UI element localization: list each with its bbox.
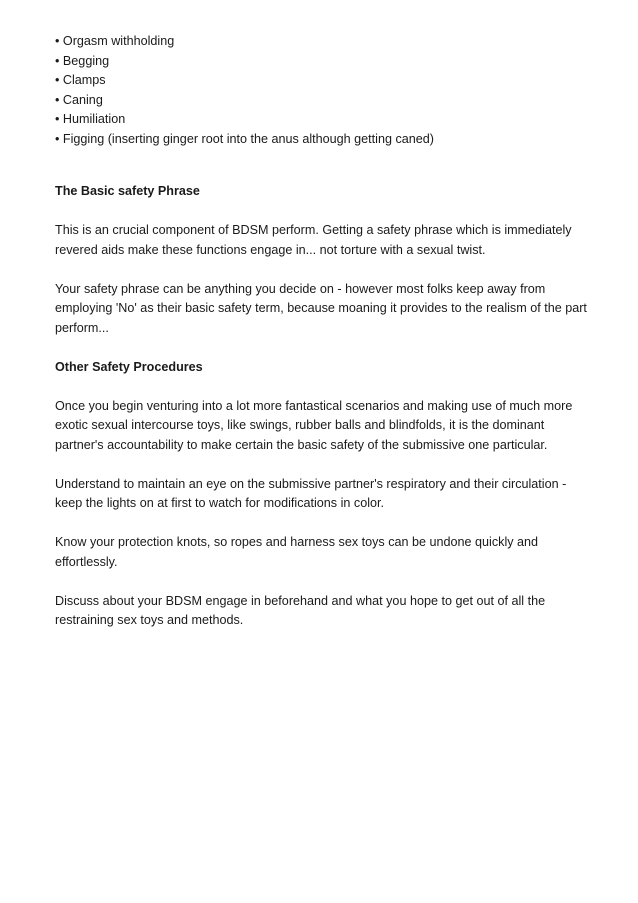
list-item: • Orgasm withholding bbox=[55, 34, 175, 48]
paragraph: Understand to maintain an eye on the submissive partner's respiratory and their circulation - keep the lights on at first to watch for modifications in color. bbox=[55, 476, 567, 510]
spacer bbox=[55, 260, 595, 280]
list-item: • Caning bbox=[55, 92, 103, 107]
list-item: • Begging bbox=[55, 53, 110, 68]
list-item: • Figging (inserting ginger root into the anus although getting caned) bbox=[55, 131, 434, 146]
paragraph: Know your protection knots, so ropes and harness sex toys can be undone quickly and effortlessly. bbox=[55, 535, 539, 569]
document-page bbox=[55, 32, 595, 631]
section-heading-safety-phrase: The Basic safety Phrase bbox=[55, 184, 200, 198]
spacer bbox=[55, 572, 595, 592]
bullet-list bbox=[55, 32, 595, 149]
spacer bbox=[55, 338, 595, 358]
spacer bbox=[55, 202, 595, 222]
list-item: • Humiliation bbox=[55, 112, 126, 126]
spacer bbox=[55, 149, 595, 182]
spacer bbox=[55, 377, 595, 397]
paragraph: This is an crucial component of BDSM perform. Getting a safety phrase which is immediately revered aids make these functions engage in... not torture with a sexual twist. bbox=[55, 223, 572, 257]
spacer bbox=[55, 514, 595, 534]
spacer bbox=[55, 455, 595, 475]
list-item: • Clamps bbox=[55, 73, 106, 87]
paragraph: Discuss about your BDSM engage in beforehand and what you hope to get out of all the restraining sex toys and methods. bbox=[55, 593, 546, 627]
section-heading-other-safety: Other Safety Procedures bbox=[55, 359, 203, 374]
paragraph: Your safety phrase can be anything you decide on - however most folks keep away from employing 'No' as their basic safety term, because moaning it provides to the realism of the part perform... bbox=[55, 281, 587, 335]
paragraph: Once you begin venturing into a lot more fantastical scenarios and making use of much more exotic sexual intercourse toys, like swings, rubber balls and blindfolds, it is the dominant partner's accountability to make certain the basic safety of the submissive one particular. bbox=[55, 398, 573, 452]
